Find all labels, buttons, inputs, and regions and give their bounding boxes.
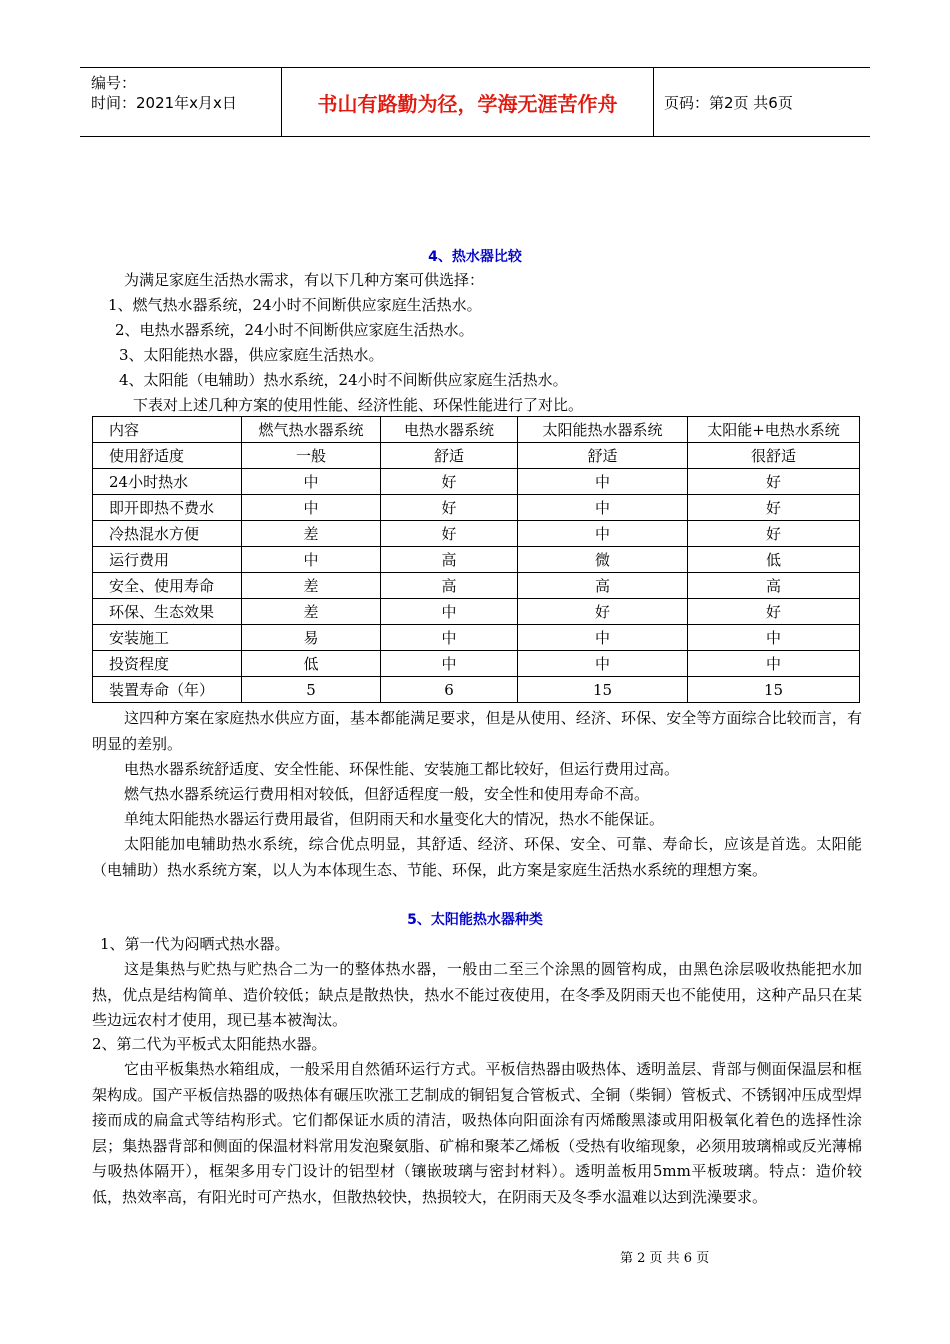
number-label: 编号： [91, 74, 137, 92]
table-cell: 高 [518, 573, 688, 599]
table-cell: 好 [688, 495, 860, 521]
paragraph-solar-electric: 太阳能加电辅助热水系统，综合优点明显，其舒适、经济、环保、安全、可靠、寿命长，应该是首选。太阳能（电辅助）热水系统方案，以人为本体现生态、节能、环保，此方案是家庭生活热水系统的理想方案。 [92, 835, 862, 879]
table-cell: 中 [518, 495, 688, 521]
table-cell: 中 [518, 521, 688, 547]
table-cell: 24小时热水 [93, 469, 242, 495]
table-cell: 好 [381, 521, 518, 547]
table-cell: 中 [518, 651, 688, 677]
table-row [93, 495, 860, 521]
table-cell: 中 [518, 625, 688, 651]
table-cell: 差 [242, 521, 381, 547]
table-cell: 好 [688, 469, 860, 495]
comparison-table [92, 416, 860, 703]
table-row [93, 443, 860, 469]
table-cell: 易 [242, 625, 381, 651]
table-cell: 环保、生态效果 [93, 599, 242, 625]
option-2: 2、电热水器系统，24小时不间断供应家庭生活热水。 [115, 321, 474, 339]
table-header-row [93, 417, 860, 443]
table-row [93, 573, 860, 599]
table-row [93, 651, 860, 677]
page-header [80, 67, 870, 137]
table-cell: 微 [518, 547, 688, 573]
option-1: 1、燃气热水器系统，24小时不间断供应家庭生活热水。 [108, 296, 482, 314]
date-label: 时间：2021年x月x日 [91, 94, 237, 112]
table-cell: 好 [688, 599, 860, 625]
table-cell: 5 [242, 677, 381, 703]
table-cell: 好 [381, 469, 518, 495]
section-4-intro: 为满足家庭生活热水需求，有以下几种方案可供选择： [124, 271, 485, 289]
header-cell: 内容 [93, 417, 242, 443]
table-cell: 即开即热不费水 [93, 495, 242, 521]
table-cell: 低 [688, 547, 860, 573]
header-cell: 太阳能+电热水系统 [688, 417, 860, 443]
table-cell: 差 [242, 573, 381, 599]
header-cell: 电热水器系统 [381, 417, 518, 443]
header-cell: 太阳能热水器系统 [518, 417, 688, 443]
table-cell: 15 [518, 677, 688, 703]
paragraph-gas: 燃气热水器系统运行费用相对较低，但舒适程度一般，安全性和使用寿命不高。 [124, 785, 650, 803]
table-cell: 安全、使用寿命 [93, 573, 242, 599]
table-cell: 中 [688, 651, 860, 677]
table-cell: 运行费用 [93, 547, 242, 573]
table-row [93, 469, 860, 495]
table-cell: 中 [688, 625, 860, 651]
table-cell: 低 [242, 651, 381, 677]
table-cell: 6 [381, 677, 518, 703]
table-row [93, 599, 860, 625]
table-cell: 舒适 [381, 443, 518, 469]
header-cell: 燃气热水器系统 [242, 417, 381, 443]
header-info-cell [80, 68, 282, 136]
gen2-title: 2、第二代为平板式太阳能热水器。 [92, 1035, 327, 1053]
header-page-label: 页码：第2页 共6页 [664, 93, 793, 112]
table-cell: 中 [381, 599, 518, 625]
table-cell: 使用舒适度 [93, 443, 242, 469]
table-cell: 好 [688, 521, 860, 547]
header-motto: 书山有路勤为径，学海无涯苦作舟 [282, 68, 654, 136]
section-4-title: 4、热水器比较 [428, 249, 522, 265]
table-cell: 高 [381, 573, 518, 599]
paragraph-solar: 单纯太阳能热水器运行费用最省，但阴雨天和水量变化大的情况，热水不能保证。 [124, 810, 665, 828]
table-cell: 装置寿命（年） [93, 677, 242, 703]
table-cell: 中 [242, 547, 381, 573]
footer-page-number: 第 2 页 共 6 页 [620, 1251, 710, 1266]
gen2-text: 它由平板集热水箱组成，一般采用自然循环运行方式。平板信热器由吸热体、透明盖层、背部与侧面保温层和框架构成。国产平板信热器的吸热体有碾压吹涨工艺制成的铜铝复合管板式、全铜（柴铜）管板式、不锈钢冲压成型焊接而成的扁盒式等结构形式。它们都保证水质的清洁，吸热体向阳面涂有丙烯酸黑漆或用阳极氧化着色的选择性涂层；集热器背部和侧面的保温材料常用发泡聚氨脂、矿棉和聚苯乙烯板（受热有收缩现象，必须用玻璃棉或反光薄棉与吸热体隔开），框架多用专门设计的铝型材（镶嵌玻璃与密封材料）。透明盖板用5mm平板玻璃。特点：造价较低，热效率高，有阳光时可产热水，但散热较快，热损较大，在阴雨天及冬季水温难以达到洗澡要求。 [92, 1060, 862, 1206]
table-intro: 下表对上述几种方案的使用性能、经济性能、环保性能进行了对比。 [133, 396, 584, 414]
table-cell: 中 [242, 495, 381, 521]
gen1-title: 1、第一代为闷晒式热水器。 [100, 935, 290, 953]
table-row [93, 625, 860, 651]
table-cell: 很舒适 [688, 443, 860, 469]
table-cell: 冷热混水方便 [93, 521, 242, 547]
table-cell: 高 [381, 547, 518, 573]
option-3: 3、太阳能热水器，供应家庭生活热水。 [119, 346, 384, 364]
table-cell: 高 [688, 573, 860, 599]
table-cell: 15 [688, 677, 860, 703]
table-row [93, 521, 860, 547]
table-cell: 投资程度 [93, 651, 242, 677]
gen1-text: 这是集热与贮热与贮热合二为一的整体热水器，一般由二至三个涂黑的圆管构成，由黑色涂层吸收热能把水加热，优点是结构简单、造价较低；缺点是散热快，热水不能过夜使用，在冬季及阴雨天也不能使用，这种产品只在某些边远农村才使用，现已基本被淘汰。 [92, 960, 862, 1029]
table-cell: 中 [518, 469, 688, 495]
table-cell: 中 [381, 651, 518, 677]
table-cell: 差 [242, 599, 381, 625]
table-row [93, 547, 860, 573]
paragraph-electric: 电热水器系统舒适度、安全性能、环保性能、安装施工都比较好，但运行费用过高。 [124, 760, 680, 778]
table-cell: 好 [381, 495, 518, 521]
paragraph-summary: 这四种方案在家庭热水供应方面，基本都能满足要求，但是从使用、经济、环保、安全等方面综合比较而言，有明显的差别。 [92, 709, 862, 753]
section-5-title: 5、太阳能热水器种类 [407, 912, 543, 928]
table-row [93, 677, 860, 703]
table-cell: 安装施工 [93, 625, 242, 651]
option-4: 4、太阳能（电辅助）热水系统，24小时不间断供应家庭生活热水。 [119, 371, 568, 389]
table-cell: 中 [381, 625, 518, 651]
table-cell: 一般 [242, 443, 381, 469]
table-cell: 舒适 [518, 443, 688, 469]
table-cell: 好 [518, 599, 688, 625]
table-cell: 中 [242, 469, 381, 495]
